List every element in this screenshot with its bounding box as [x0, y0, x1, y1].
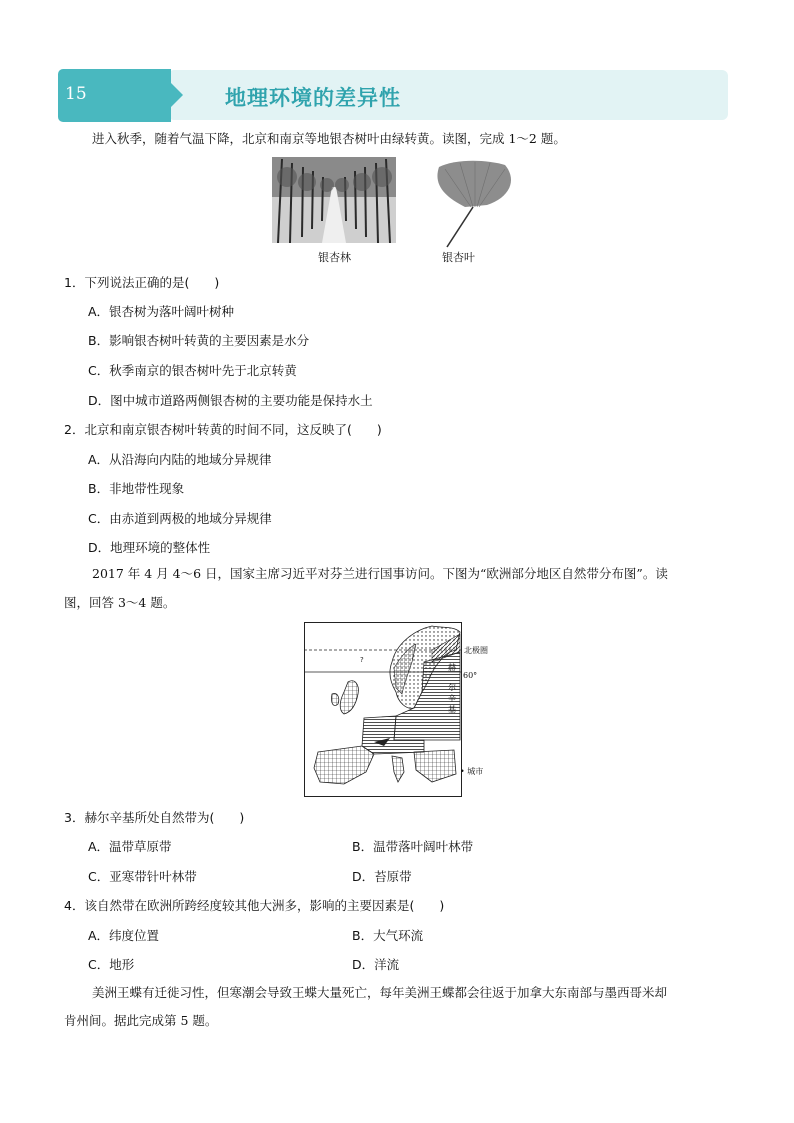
q2-option-d: D．地理环境的整体性 — [88, 540, 211, 555]
caption-ginkgo-forest: 银杏林 — [318, 251, 351, 264]
svg-text:?: ? — [360, 656, 364, 664]
intro-paragraph-1: 进入秋季，随着气温下降，北京和南京等地银杏树叶由绿转黄。读图，完成 1～2 题。 — [92, 131, 566, 146]
intro-paragraph-3-line-2: 肯州间。据此完成第 5 题。 — [64, 1013, 218, 1028]
q4-option-b: B．大气环流 — [352, 928, 424, 943]
section-title: 地理环境的差异性 — [225, 86, 401, 110]
map-label-latitude-60: 60° — [463, 671, 478, 680]
caption-ginkgo-leaf: 银杏叶 — [442, 251, 475, 264]
q2-option-a: A．从沿海向内陆的地域分异规律 — [88, 452, 272, 467]
section-number: 15 — [65, 84, 87, 104]
question-3-stem: 3．赫尔辛基所处自然带为( ) — [64, 810, 245, 825]
map-label-helsinki-3: 辛 — [448, 694, 456, 703]
map-label-arctic-circle: 北极圈 — [464, 646, 488, 655]
map-label-helsinki-1: 赫 — [448, 663, 456, 672]
ginkgo-leaf-image — [425, 157, 521, 253]
ginkgo-forest-image — [272, 157, 396, 243]
question-4-stem: 4．该自然带在欧洲所跨经度较其他大洲多，影响的主要因素是( ) — [64, 898, 445, 913]
q1-option-a: A．银杏树为落叶阔叶树种 — [88, 304, 235, 319]
europe-natural-zones-map — [304, 622, 462, 797]
intro-paragraph-2-line-1: 2017 年 4 月 4～6 日，国家主席习近平对芬兰进行国事访问。下图为“欧洲部分地区自然带分布图”。读 — [92, 566, 668, 581]
question-2-stem: 2．北京和南京银杏树叶转黄的时间不同，这反映了( ) — [64, 422, 382, 437]
map-label-helsinki-2: 尔 — [448, 683, 456, 692]
q1-option-c: C．秋季南京的银杏树叶先于北京转黄 — [88, 363, 297, 378]
q1-option-b: B．影响银杏树叶转黄的主要因素是水分 — [88, 333, 310, 348]
q2-option-b: B．非地带性现象 — [88, 481, 185, 496]
intro-paragraph-2-line-2: 图，回答 3～4 题。 — [64, 595, 176, 610]
q4-option-c: C．地形 — [88, 957, 135, 972]
map-legend-city: • 城市 — [460, 767, 484, 776]
q1-option-d: D．图中城市道路两侧银杏树的主要功能是保持水土 — [88, 393, 373, 408]
q4-option-a: A．纬度位置 — [88, 928, 160, 943]
q3-option-a: A．温带草原带 — [88, 839, 172, 854]
map-label-helsinki-4: 基 — [448, 705, 456, 714]
q4-option-d: D．洋流 — [352, 957, 400, 972]
intro-paragraph-3-line-1: 美洲王蝶有迁徙习性，但寒潮会导致王蝶大量死亡，每年美洲王蝶都会往返于加拿大东南部与墨西哥米却 — [92, 985, 668, 1000]
section-banner — [58, 69, 728, 122]
q3-option-b: B．温带落叶阔叶林带 — [352, 839, 474, 854]
question-1-stem: 1．下列说法正确的是( ) — [64, 275, 220, 290]
q2-option-c: C．由赤道到两极的地域分异规律 — [88, 511, 272, 526]
q3-option-c: C．亚寒带针叶林带 — [88, 869, 197, 884]
q3-option-d: D．苔原带 — [352, 869, 412, 884]
